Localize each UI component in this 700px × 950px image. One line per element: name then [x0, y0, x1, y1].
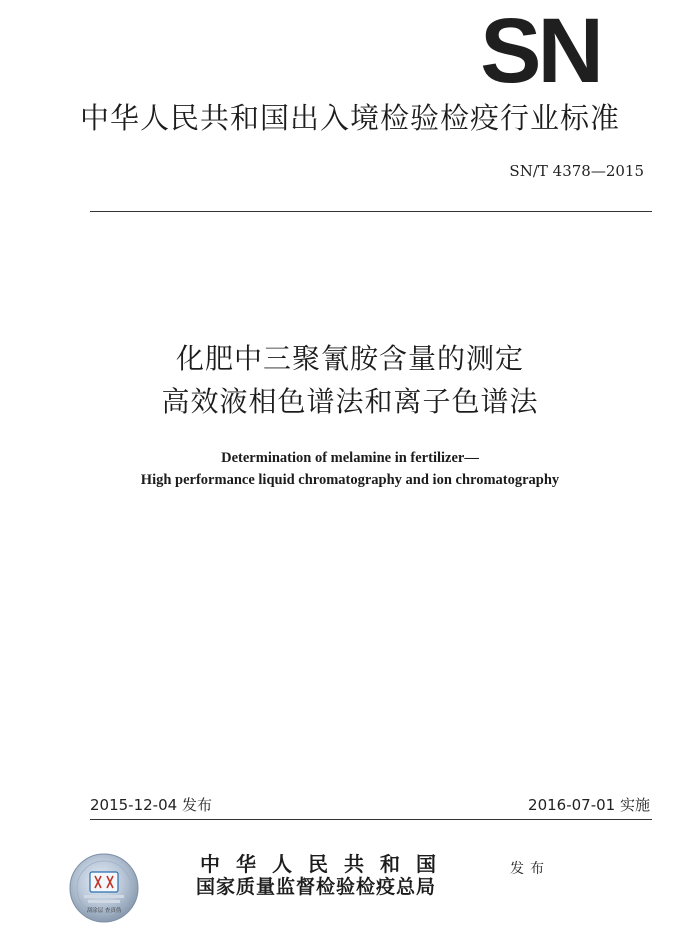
standard-code: SN/T 4378—2015 — [509, 162, 644, 180]
en-title-line-2: High performance liquid chromatography and ion chromatography — [140, 472, 560, 488]
issue-date: 2015-12-04 发布 — [90, 796, 212, 814]
svg-text:刮涂层 查真伪: 刮涂层 查真伪 — [86, 908, 122, 914]
footer-divider — [90, 819, 652, 820]
svg-text:SN: SN — [480, 8, 600, 88]
issuer-country: 中华人民共和国 — [200, 852, 452, 876]
header-divider — [90, 211, 652, 212]
anti-counterfeit-seal-icon — [68, 852, 140, 924]
issuer-agency: 国家质量监督检验检疫总局 — [196, 876, 437, 898]
cn-title-line-2: 高效液相色谱法和离子色谱法 — [161, 385, 539, 418]
sn-logo — [470, 8, 610, 88]
implementation-date: 2016-07-01 实施 — [528, 796, 650, 814]
en-title-line-1: Determination of melamine in fertilizer— — [221, 450, 479, 466]
cn-title-line-1: 化肥中三聚氰胺含量的测定 — [175, 342, 524, 375]
publish-label: 发布 — [510, 861, 550, 877]
industry-standard-title: 中华人民共和国出入境检验检疫行业标准 — [79, 101, 620, 135]
